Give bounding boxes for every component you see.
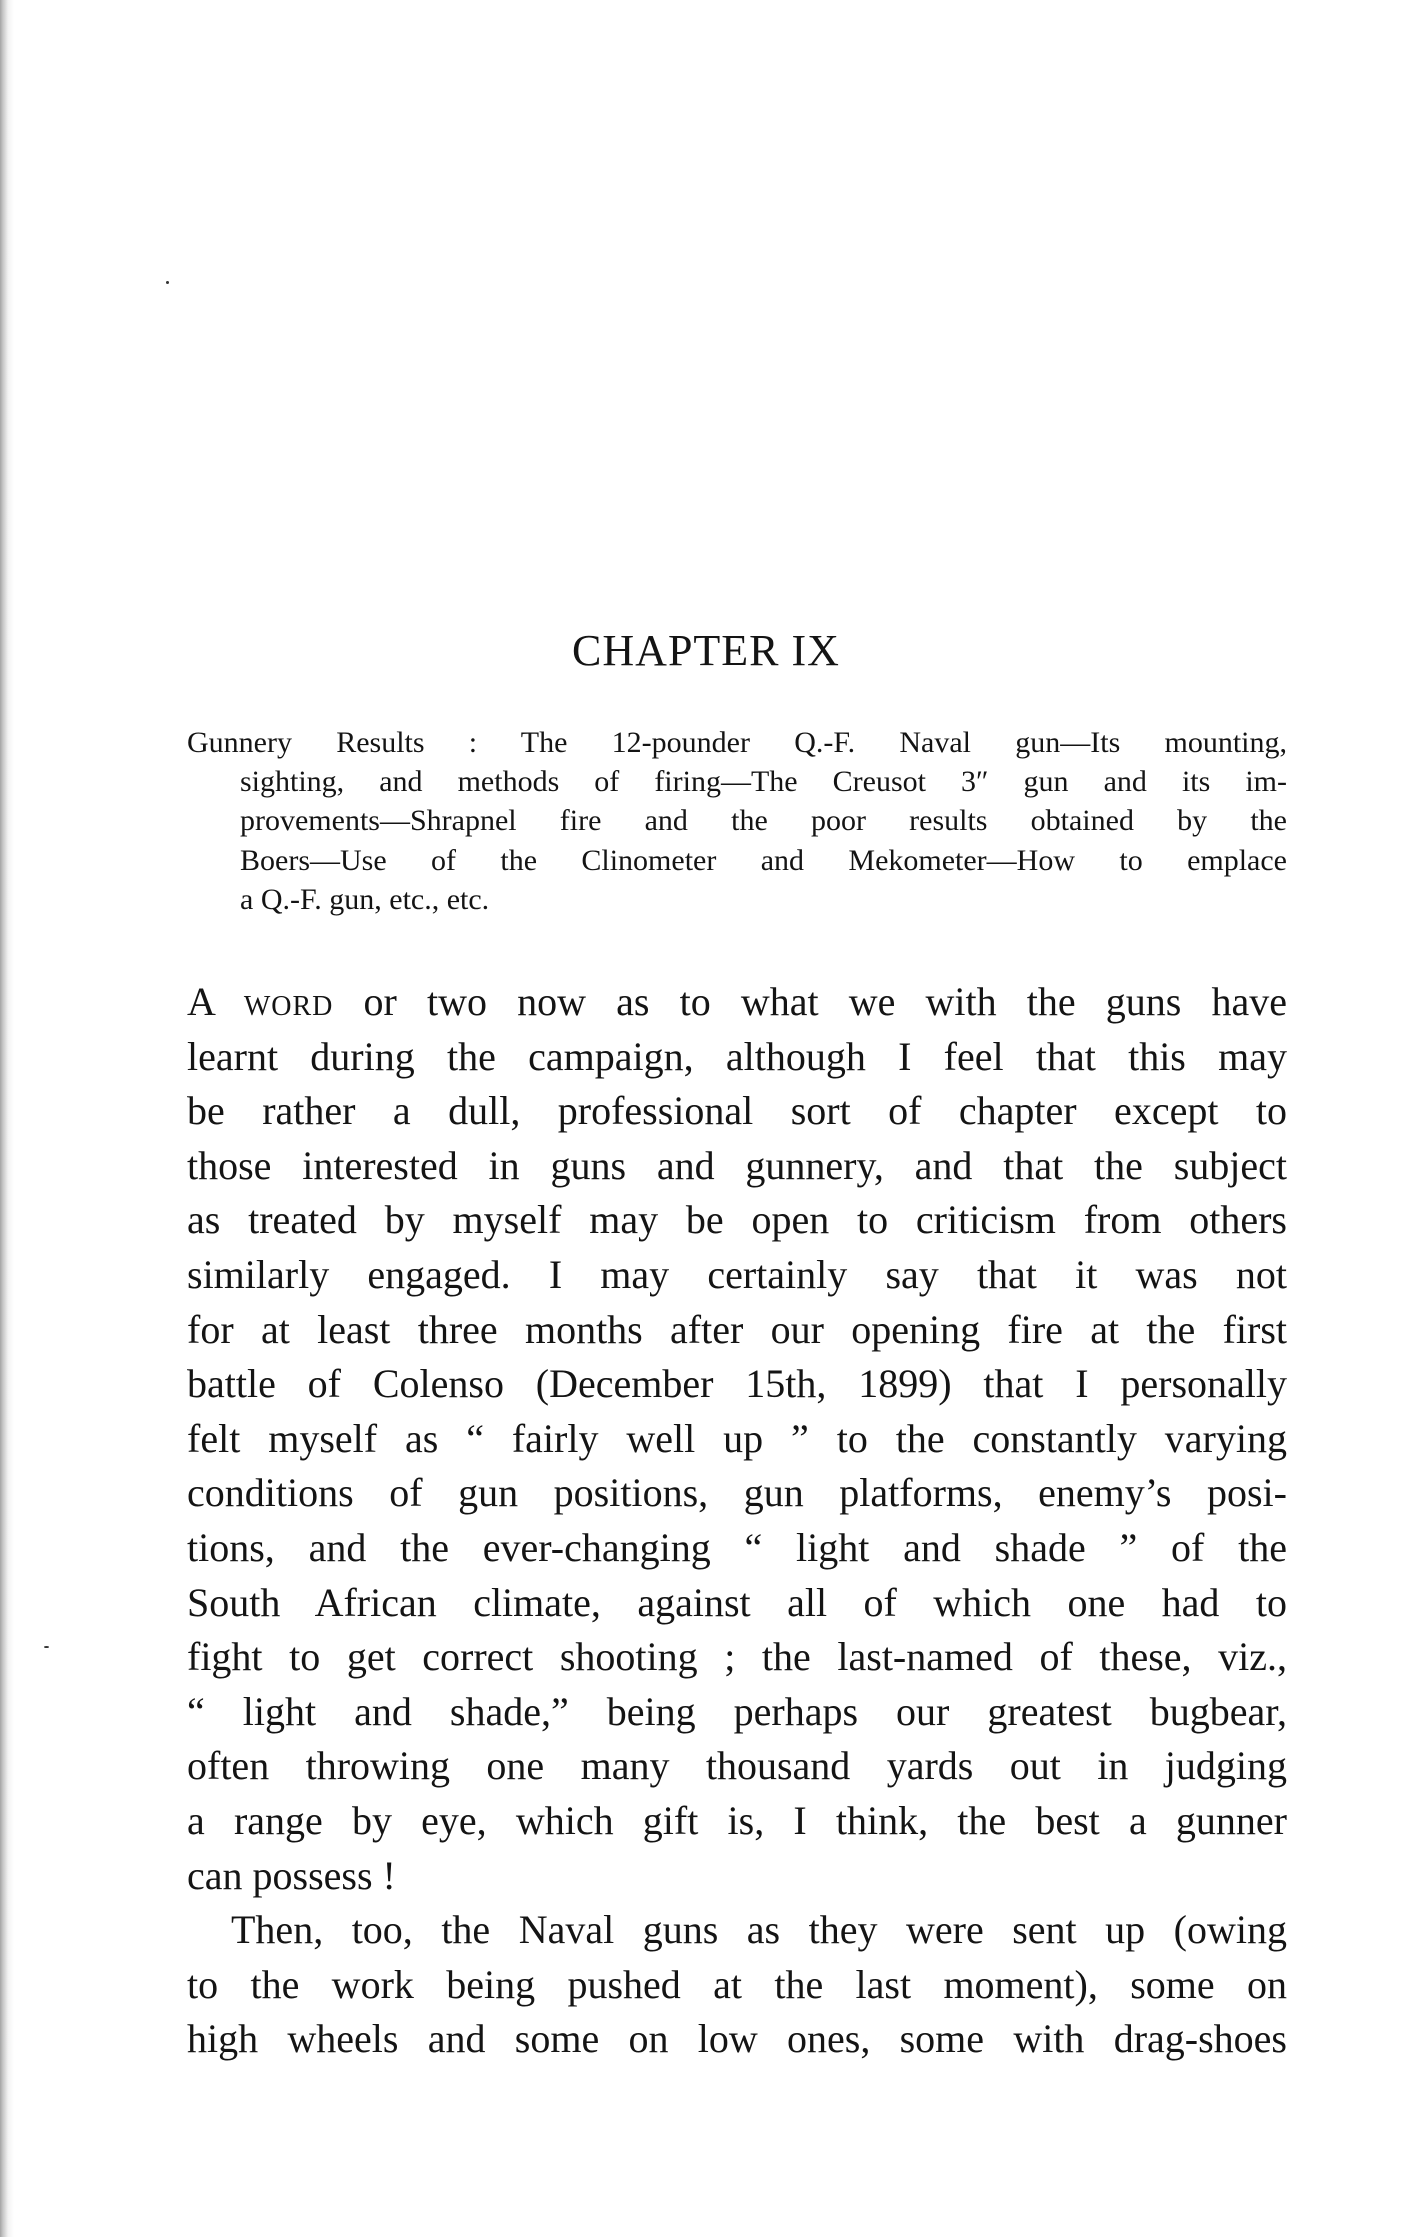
body-line: tions, and the ever-changing “ light and shade ” of the [187, 1524, 1287, 1570]
body-line: fight to get correct shooting ; the last-named of these, viz., [187, 1634, 1287, 1680]
chapter-synopsis [187, 723, 1287, 919]
body-line [187, 975, 1287, 1030]
body-line: South African climate, against all of which one had to [187, 1579, 1287, 1625]
body-line: similarly engaged. I may certainly say that it was not [187, 1251, 1287, 1297]
body-line: can possess ! [187, 1852, 396, 1898]
body-line: to the work being pushed at the last moment), some on [187, 1961, 1287, 2007]
drop-word-a: A [187, 979, 244, 1024]
paragraph-1 [187, 975, 1287, 1903]
body-line: battle of Colenso (December 15th, 1899) that I personally [187, 1361, 1287, 1407]
synopsis-line: provements—Shrapnel fire and the poor results obtained by the [240, 804, 1287, 838]
body-line: Then, too, the Naval guns as they were sent up (owing [231, 1907, 1287, 1953]
body-line: conditions of gun positions, gun platforms, enemy’s posi- [187, 1470, 1287, 1516]
body-line: a range by eye, which gift is, I think, the best a gunner [187, 1797, 1287, 1843]
body-line: learnt during the campaign, although I feel that this may [187, 1033, 1287, 1079]
body-line: “ light and shade,” being perhaps our greatest bugbear, [187, 1688, 1287, 1734]
synopsis-line: sighting, and methods of firing—The Creusot 3″ gun and its im- [240, 765, 1287, 799]
chapter-title: CHAPTER IX [572, 626, 840, 675]
body-line: be rather a dull, professional sort of chapter except to [187, 1088, 1287, 1134]
page-binding-edge [0, 0, 14, 2237]
paragraph-2 [187, 1903, 1287, 2067]
synopsis-line: a Q.-F. gun, etc., etc. [240, 882, 490, 916]
body-line: for at least three months after our opening fire at the first [187, 1306, 1287, 1352]
synopsis-line: Gunnery Results : The 12-pounder Q.-F. Naval gun—Its mounting, [187, 726, 1287, 759]
body-line: felt myself as “ fairly well up ” to the constantly varying [187, 1415, 1287, 1461]
body-line: those interested in guns and gunnery, and that the subject [187, 1142, 1287, 1188]
drop-word-smallcaps: word [243, 979, 334, 1024]
ink-speck [44, 1646, 49, 1648]
ink-speck [166, 281, 169, 284]
chapter-body [187, 975, 1287, 2067]
first-line-rest: or two now as to what we with the guns have [333, 979, 1287, 1024]
body-line: high wheels and some on low ones, some with drag-shoes [187, 2016, 1287, 2062]
body-line: often throwing one many thousand yards out in judging [187, 1743, 1287, 1789]
body-line: as treated by myself may be open to criticism from others [187, 1197, 1287, 1243]
synopsis-line: Boers—Use of the Clinometer and Mekometer—How to emplace [240, 843, 1287, 877]
